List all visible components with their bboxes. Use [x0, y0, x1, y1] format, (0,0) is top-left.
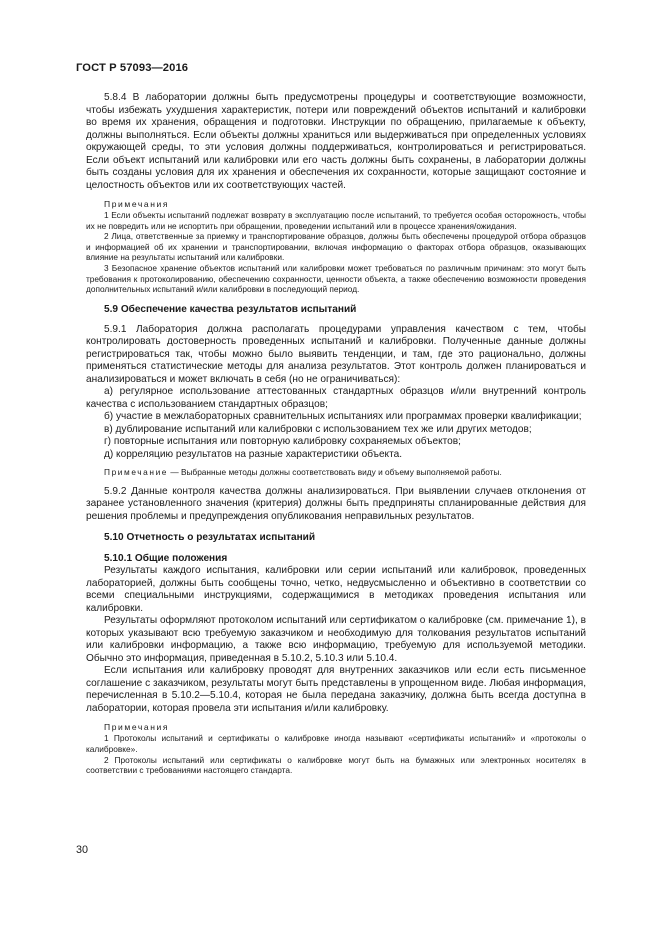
list-item: в) дублирование испытаний или калибровки с использованием тех же или других методов;: [104, 423, 532, 435]
document-header: ГОСТ Р 57093—2016: [76, 62, 189, 74]
note-5-9-1: [86, 467, 586, 478]
list-item: д) корреляцию результатов на разные характеристики объекта.: [104, 448, 403, 460]
note-item: 1 Протоколы испытаний и сертификаты о калибровке иногда называют «сертификаты испытаний» и «протоколы о калибровке».: [86, 733, 586, 754]
paragraph: Результаты оформляют протоколом испытаний или сертификатом о калибровке (см. примечание 1), в которых указывают всю требуемую заказчиком и необходимую для толкования результатов испытаний или калибровки информацию, а также всю информацию, требуемую для используемой методики. Обычно это информация, приведенная в 5.10.2, 5.10.3 или 5.10.4.: [86, 615, 586, 664]
notes-heading: Примечания: [104, 722, 170, 733]
page-body: [86, 92, 586, 776]
notes-heading: Примечания: [104, 199, 170, 209]
note-label: Примечание: [104, 467, 169, 478]
list-item: б) участие в межлабораторных сравнительных испытаниях или программах проверки квалификации;: [104, 411, 582, 423]
clause-5-9-2: 5.9.2 Данные контроля качества должны анализироваться. При выявлении случаев отклонения от заранее установленного значения (критерия) должны быть предприняты спланированные действия для решения проблемы и предупреждения опубликования неправильных результатов.: [86, 485, 586, 522]
clause-5-8-4: 5.8.4 В лаборатории должны быть предусмотрены процедуры и соответствующие возможности, чтобы избежать ухудшения характеристик, потери или повреждений объектов испытаний и калибровки во время их хранения, обращения и подготовки. Инструкции по обращению, прилагаемые к объекту, должны выполняться. Если объекты должны храниться или выдерживаться при определенных условиях окружающей среды, то эти условия должны поддерживаться, контролироваться и регистрироваться. Если объект испытаний или калибровки или его часть должны быть сохранены, в лаборатории должны быть созданы условия для их хранения и обеспечения их сохранности, которые защищают состояние и целостность объектов или их соответствующих частей.: [86, 92, 586, 191]
list-item: а) регулярное использование аттестованных стандартных образцов и/или внутренний контроль качества с использованием стандартных образцов;: [86, 386, 586, 410]
note-item: 2 Лица, ответственные за приемку и транспортирование образцов, должны быть обеспечены процедурой отбора образцов и информацией об их хранении и транспортировании, включая информацию о факторах отбора образцов, оказывающих влияние на результаты испытаний или калибровки.: [86, 231, 586, 263]
paragraph: Если испытания или калибровку проводят для внутренних заказчиков или если есть письменное соглашение с заказчиком, результаты могут быть представлены в упрощенном виде. Любая информация, перечисленная в 5.10.2—5.10.4, которая не была передана заказчику, должна быть всегда доступна в лаборатории, которая провела эти испытания и/или калибровку.: [86, 665, 586, 714]
note-item: 3 Безопасное хранение объектов испытаний или калибровки может требоваться по различным причинам: это могут быть требования к протоколированию, обеспечению сохранности, ценности объекта, а также обеспечению возможности проведения дополнительных испытаний и/или калибровки в последующий период.: [86, 262, 586, 295]
page-number: 30: [76, 844, 89, 856]
note-item: 1 Если объекты испытаний подлежат возврату в эксплуатацию после испытаний, то требуется особая осторожность, чтобы их не повредить или не испортить при обращении, проведении испытаний или в процессе хранения/ожидания.: [86, 210, 586, 231]
section-heading-5-9: 5.9 Обеспечение качества результатов испытаний: [104, 303, 357, 315]
paragraph: Результаты каждого испытания, калибровки или серии испытаний или калибровок, проведенных лабораторией, должны быть сообщены точно, четко, недвусмысленно и объективно в соответствии со всеми специальными инструкциями, содержащимися в методиках проведения испытания или калибровки.: [86, 565, 586, 614]
note-text: — Выбранные методы должны соответствовать виду и объему выполняемой работы.: [168, 467, 502, 478]
section-heading-5-10: 5.10 Отчетность о результатах испытаний: [104, 532, 316, 544]
clause-5-9-1: 5.9.1 Лаборатория должна располагать процедурами управления качеством с тем, чтобы контролировать достоверность проведенных испытаний и калибровки. Полученные данные должны регистрироваться так, чтобы можно было выявить тенденции, и там, где это рационально, должны применяться статистические методы для анализа результатов. Этот контроль должен планироваться и анализироваться и может включать в себя (но не ограничиваться):: [86, 323, 586, 385]
subsection-heading-5-10-1: 5.10.1 Общие положения: [104, 553, 228, 565]
note-item: 2 Протоколы испытаний или сертификаты о калибровке могут быть на бумажных или электронных носителях в соответствии с требованиями настоящего стандарта.: [86, 754, 586, 776]
list-item: г) повторные испытания или повторную калибровку сохраняемых объектов;: [104, 436, 461, 448]
